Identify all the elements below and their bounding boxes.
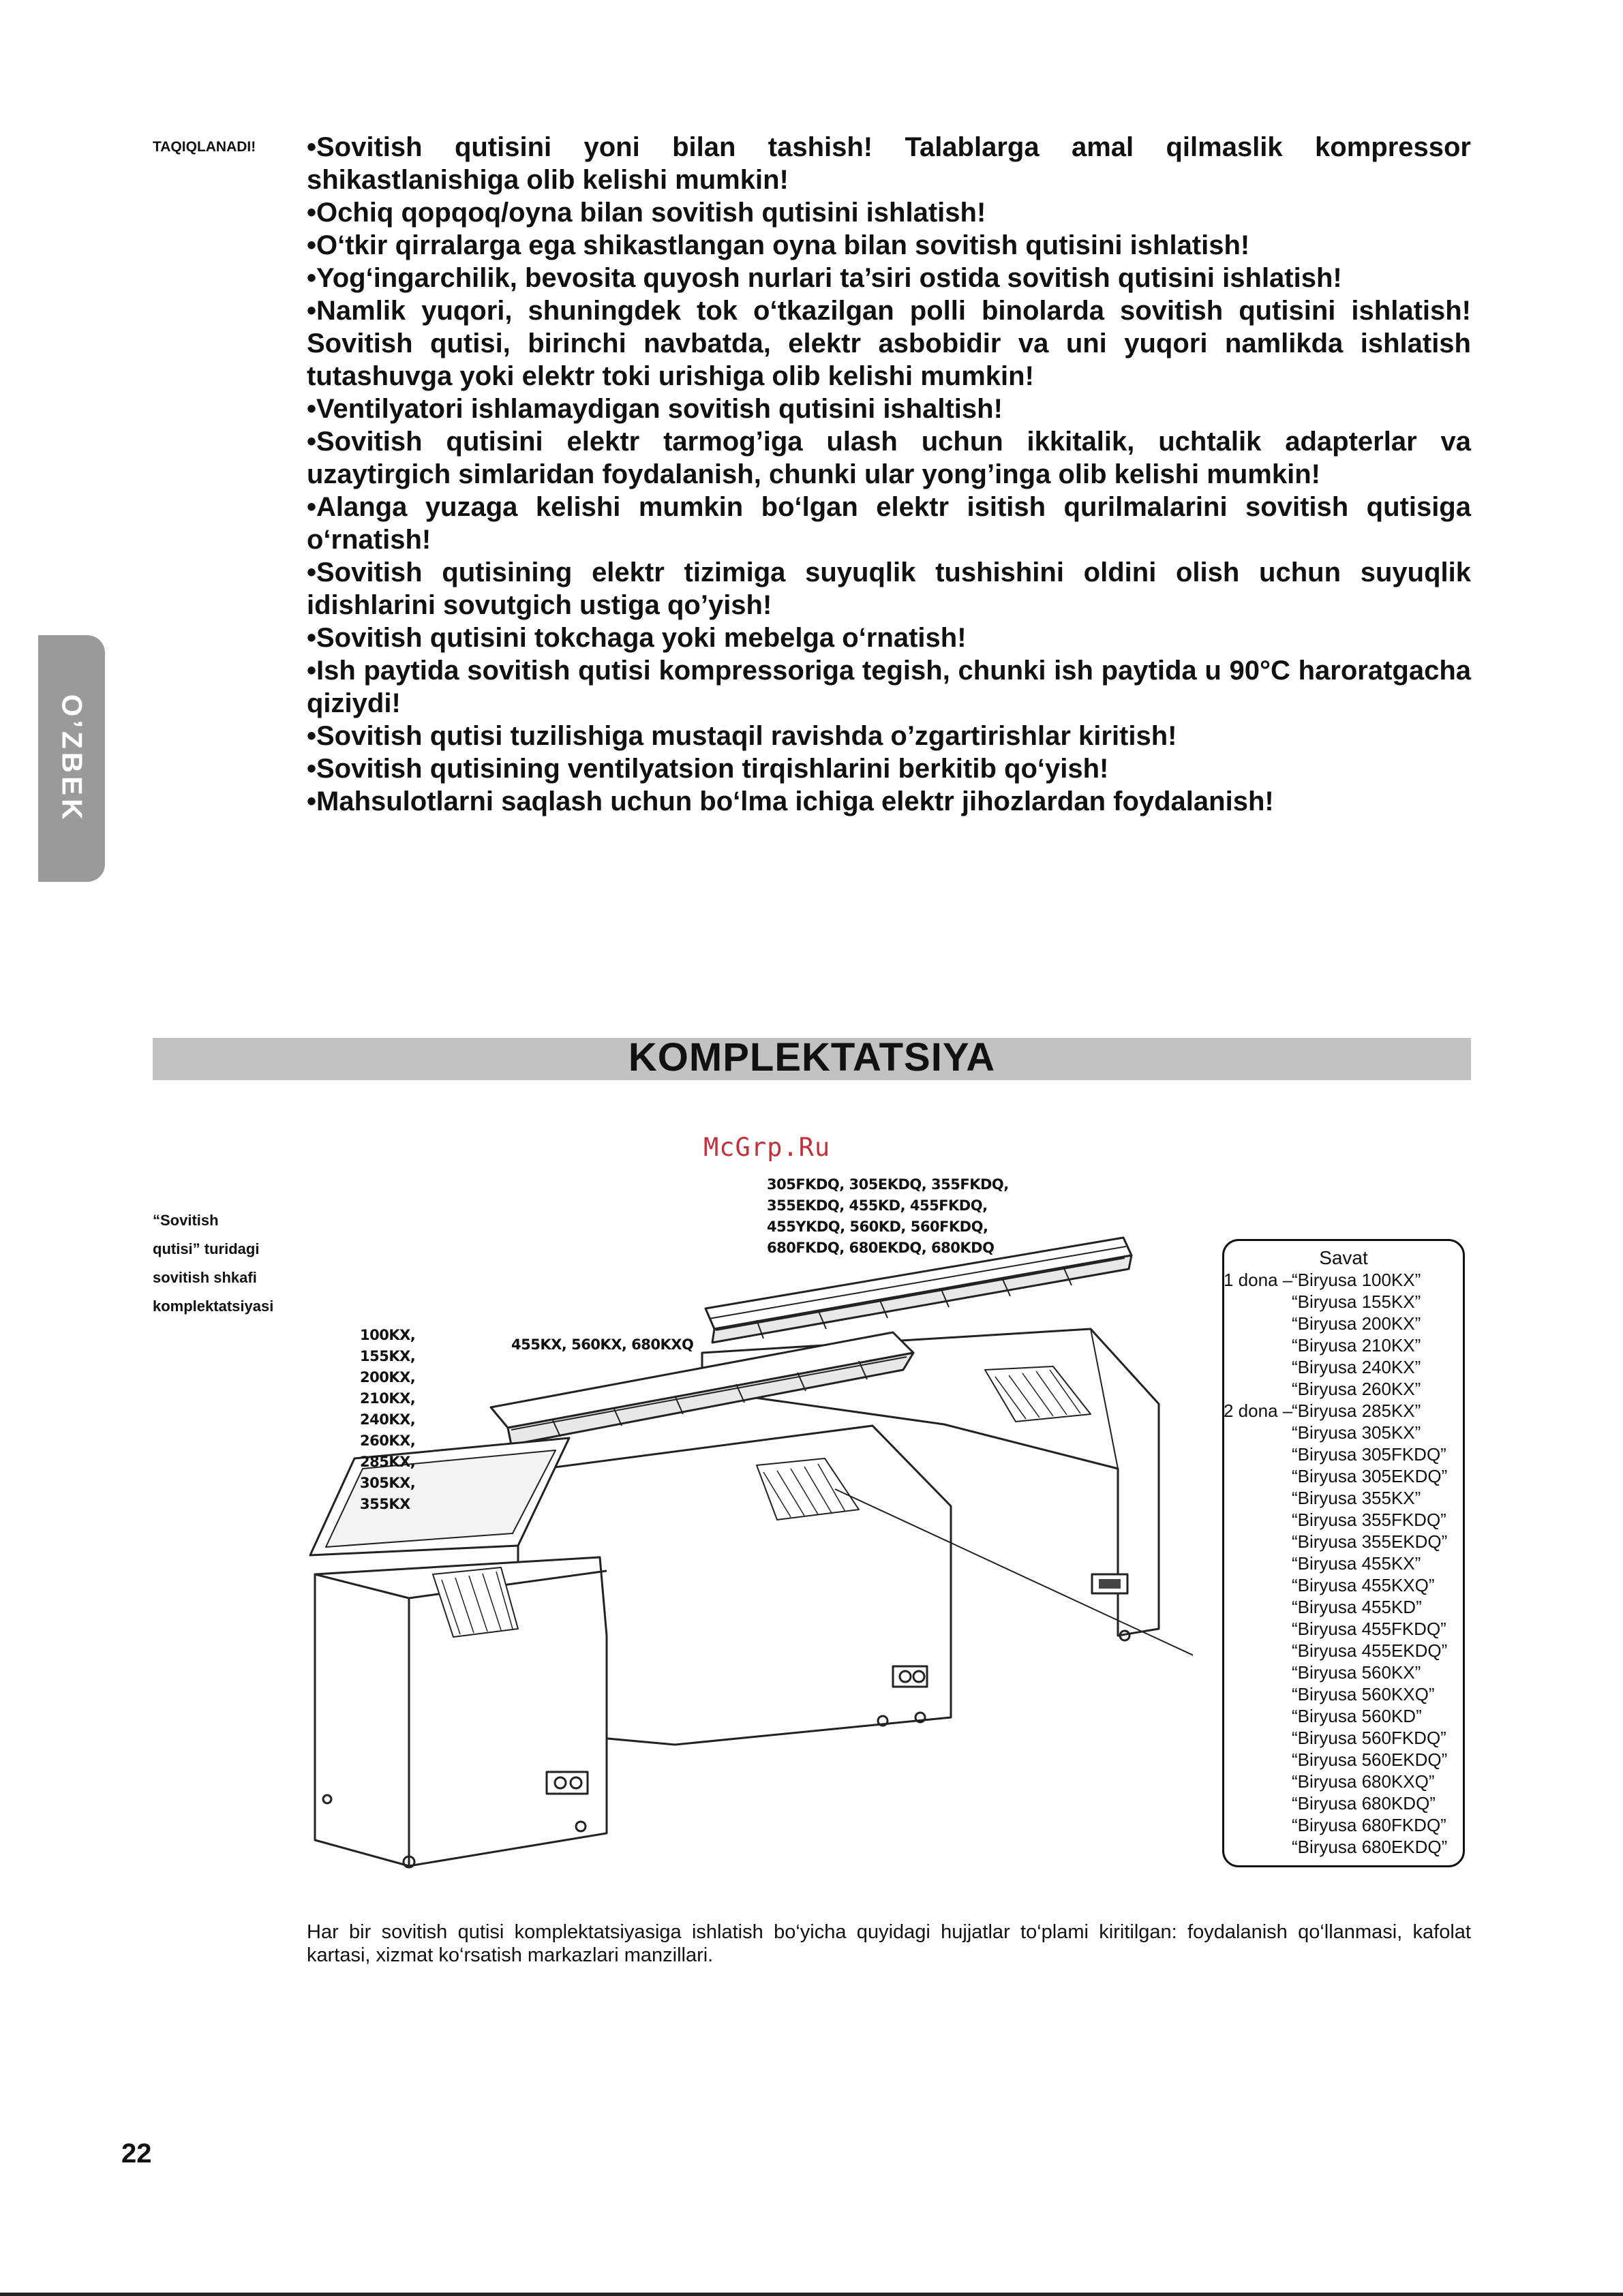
prohibited-rules-list [307, 131, 1471, 818]
basket-qty [1224, 1531, 1292, 1552]
rule-item: •Ventilyatori ishlamaydigan sovitish qutisini ishaltish! [307, 394, 1003, 424]
basket-model: “Biryusa 680FKDQ” [1292, 1815, 1446, 1835]
basket-model: “Biryusa 560EKDQ” [1292, 1749, 1448, 1770]
basket-model: “Biryusa 100KX” [1292, 1270, 1421, 1290]
basket-list [1224, 1269, 1447, 1858]
illustration-caption: “Sovitish qutisi” turidagi sovitish shkafi komplektatsiyasi [153, 1212, 274, 1315]
basket-row [1224, 1334, 1447, 1356]
basket-qty [1224, 1596, 1292, 1618]
basket-row [1224, 1662, 1447, 1683]
basket-qty [1224, 1313, 1292, 1334]
basket-row [1224, 1705, 1447, 1727]
rule-item: •Sovitish qutisini elektr tarmog’iga ulash uchun ikkitalik, uchtalik adapterlar va uzaytirgich simlaridan foydalanish, chunki ular yong’inga olib kelishi mumkin! [307, 427, 1471, 489]
basket-model: “Biryusa 680KDQ” [1292, 1793, 1436, 1813]
model-group-small: 100KX, 155KX, 200KX, 210KX, 240KX, 260KX, 285KX, 305KX, 355KX [360, 1327, 416, 1512]
basket-qty [1224, 1727, 1292, 1749]
basket-row [1224, 1792, 1447, 1814]
basket-row [1224, 1574, 1447, 1596]
rule-item: •Sovitish qutisining elektr tizimiga suyuqlik tushishini oldini olish uchun suyuqlik idishlarini sovutgich ustiga qo’yish! [307, 557, 1471, 620]
basket-model: “Biryusa 355KX” [1292, 1488, 1421, 1508]
basket-qty [1224, 1334, 1292, 1356]
rule-item: •Sovitish qutisini yoni bilan tashish! Talablarga amal qilmaslik kompressor shikastlanishiga olib kelishi mumkin! [307, 132, 1471, 195]
basket-qty [1224, 1662, 1292, 1683]
basket-model: “Biryusa 560KD” [1292, 1706, 1422, 1726]
rule-item: •Sovitish qutisi tuzilishiga mustaqil ravishda o’zgartirishlar kiritish! [307, 721, 1177, 751]
rule-item: •Alanga yuzaga kelishi mumkin bo‘lgan elektr isitish qurilmalarini sovitish qutisiga o‘rnatish! [307, 492, 1471, 555]
basket-row [1224, 1443, 1447, 1465]
basket-row [1224, 1814, 1447, 1836]
basket-model: “Biryusa 455KD” [1292, 1597, 1422, 1617]
basket-qty [1224, 1487, 1292, 1509]
basket-model: “Biryusa 210KX” [1292, 1335, 1421, 1356]
basket-qty [1224, 1683, 1292, 1705]
basket-model: “Biryusa 355EKDQ” [1292, 1531, 1448, 1552]
basket-qty [1224, 1705, 1292, 1727]
basket-qty [1224, 1422, 1292, 1443]
basket-row [1224, 1749, 1447, 1771]
basket-row [1224, 1269, 1447, 1291]
basket-qty [1224, 1618, 1292, 1640]
rule-item: •Mahsulotlarni saqlash uchun bo‘lma ichiga elektr jihozlardan foydalanish! [307, 786, 1274, 816]
basket-row [1224, 1727, 1447, 1749]
basket-model: “Biryusa 455EKDQ” [1292, 1640, 1448, 1661]
basket-qty [1224, 1443, 1292, 1465]
model-group-large: 305FKDQ, 305EKDQ, 355FKDQ, 355EKDQ, 455KD, 455FKDQ, 455YKDQ, 560KD, 560FKDQ, 680FKDQ, 680EKDQ, 680KDQ [767, 1176, 1009, 1256]
basket-row [1224, 1596, 1447, 1618]
basket-row [1224, 1509, 1447, 1531]
basket-row [1224, 1531, 1447, 1552]
basket-model: “Biryusa 155KX” [1292, 1291, 1421, 1312]
basket-qty [1224, 1552, 1292, 1574]
basket-model: “Biryusa 285KX” [1292, 1400, 1421, 1421]
basket-qty [1224, 1509, 1292, 1531]
basket-qty: 2 dona – [1224, 1400, 1293, 1421]
basket-row [1224, 1618, 1447, 1640]
basket-qty [1224, 1814, 1292, 1836]
basket-row [1224, 1683, 1447, 1705]
rule-item: •Sovitish qutisini tokchaga yoki mebelga o‘rnatish! [307, 623, 967, 653]
rule-item: •Yog‘ingarchilik, bevosita quyosh nurlari ta’siri ostida sovitish qutisini ishlatish! [307, 263, 1342, 293]
basket-model: “Biryusa 455KX” [1292, 1553, 1421, 1574]
basket-qty [1224, 1749, 1292, 1771]
basket-qty [1224, 1291, 1292, 1313]
basket-qty [1224, 1836, 1292, 1858]
model-group-medium: 455KX, 560KX, 680KXQ [511, 1336, 694, 1353]
basket-row [1224, 1836, 1447, 1858]
basket-model: “Biryusa 240KX” [1292, 1357, 1421, 1377]
basket-model: “Biryusa 305FKDQ” [1292, 1444, 1446, 1465]
watermark: McGrp.Ru [703, 1133, 831, 1162]
basket-row [1224, 1552, 1447, 1574]
basket-row [1224, 1400, 1447, 1422]
basket-qty [1224, 1465, 1292, 1487]
basket-row [1224, 1465, 1447, 1487]
basket-model: “Biryusa 455FKDQ” [1292, 1619, 1446, 1639]
basket-model: “Biryusa 200KX” [1292, 1313, 1421, 1334]
rule-item: •Namlik yuqori, shuningdek tok o‘tkazilgan polli binolarda sovitish qutisini ishlatish! Sovitish qutisi, birinchi navbatda, elektr asbobidir va uni yuqori namlikda ishlatish tutashuvga yoki elektr toki urishiga olib kelishi mumkin! [307, 296, 1471, 391]
basket-qty [1224, 1792, 1292, 1814]
basket-qty: 1 dona – [1224, 1270, 1293, 1290]
rule-item: •Ochiq qopqoq/oyna bilan sovitish qutisini ishlatish! [307, 198, 986, 228]
section-title: KOMPLEKTATSIYA [628, 1035, 996, 1080]
language-side-tab-label: O’ZBEK [56, 694, 89, 823]
basket-qty [1224, 1640, 1292, 1662]
basket-qty [1224, 1356, 1292, 1378]
basket-model: “Biryusa 305KX” [1292, 1422, 1421, 1443]
basket-row [1224, 1378, 1447, 1400]
documents-note: Har bir sovitish qutisi komplektatsiyasiga ishlatish bo‘yicha quyidagi hujjatlar to‘plami kiritilgan: foydalanish qo‘llanmasi, kafolat kartasi, xizmat ko‘rsatish markazlari manzillari. [307, 1921, 1471, 1966]
basket-model: “Biryusa 560FKDQ” [1292, 1728, 1446, 1748]
basket-model: “Biryusa 305EKDQ” [1292, 1466, 1448, 1486]
page-number: 22 [121, 2139, 152, 2169]
basket-model: “Biryusa 560KXQ” [1292, 1684, 1435, 1704]
basket-row [1224, 1356, 1447, 1378]
rule-item: •Ish paytida sovitish qutisi kompressoriga tegish, chunki ish paytida u 90°C haroratgacha qiziydi! [307, 656, 1471, 718]
rule-item: •Sovitish qutisining ventilyatsion tirqishlarini berkitib qo‘yish! [307, 754, 1109, 784]
basket-row [1224, 1291, 1447, 1313]
basket-qty [1224, 1574, 1292, 1596]
basket-model: “Biryusa 355FKDQ” [1292, 1510, 1446, 1530]
basket-model: “Biryusa 680KXQ” [1292, 1771, 1435, 1792]
basket-model: “Biryusa 560KX” [1292, 1662, 1421, 1683]
prohibited-heading: TAQIQLANADI! [153, 139, 256, 155]
basket-row [1224, 1771, 1447, 1792]
basket-qty [1224, 1771, 1292, 1792]
basket-title: Savat [1319, 1247, 1368, 1268]
basket-model: “Biryusa 260KX” [1292, 1379, 1421, 1399]
basket-row [1224, 1640, 1447, 1662]
rule-item: •O‘tkir qirralarga ega shikastlangan oyna bilan sovitish qutisini ishlatish! [307, 230, 1250, 260]
basket-model: “Biryusa 680EKDQ” [1292, 1837, 1448, 1857]
basket-row [1224, 1313, 1447, 1334]
basket-model: “Biryusa 455KXQ” [1292, 1575, 1435, 1595]
bottom-divider [0, 2293, 1623, 2296]
basket-row [1224, 1487, 1447, 1509]
basket-qty [1224, 1378, 1292, 1400]
basket-row [1224, 1422, 1447, 1443]
